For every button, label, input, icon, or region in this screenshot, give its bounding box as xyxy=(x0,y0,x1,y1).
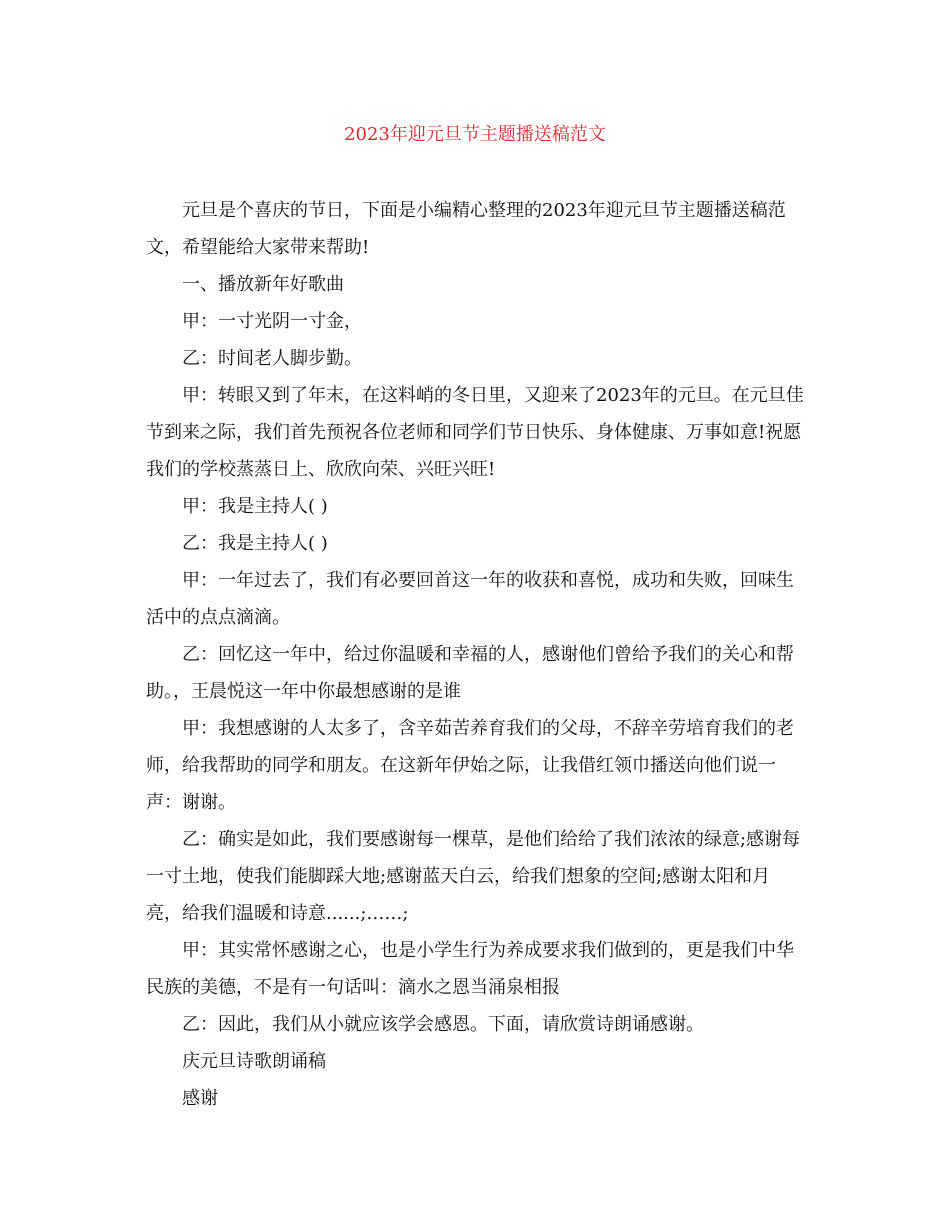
paragraph-dialogue: 乙：确实是如此，我们要感谢每一棵草，是他们给给了我们浓浓的绿意;感谢每一寸土地，使我们能脚踩大地;感谢蓝天白云，给我们想象的空间;感谢太阳和月亮，给我们温暖和诗意......;……; xyxy=(146,829,801,924)
paragraph-dialogue: 甲：其实常怀感谢之心，也是小学生行为养成要求我们做到的，更是我们中华民族的美德，不是有一句话叫：滴水之恩当涌泉相报 xyxy=(146,940,794,998)
paragraph-dialogue: 乙：时间老人脚步勤。 xyxy=(182,348,362,369)
document-title: 2023年迎元旦节主题播送稿范文 xyxy=(344,124,606,145)
paragraph-dialogue: 甲：我想感谢的人太多了，含辛茹苦养育我们的父母，不辞辛劳培育我们的老师，给我帮助的同学和朋友。在这新年伊始之际，让我借红领巾播送向他们说一声：谢谢。 xyxy=(146,718,794,813)
document-body xyxy=(146,192,806,1117)
paragraph-dialogue: 甲：转眼又到了年末，在这料峭的冬日里，又迎来了2023年的元旦。在元旦佳节到来之际，我们首先预祝各位老师和同学们节日快乐、身体健康、万事如意!祝愿我们的学校蒸蒸日上、欣欣向荣、兴旺兴旺! xyxy=(146,385,804,480)
paragraph-dialogue: 甲：一年过去了，我们有必要回首这一年的收获和喜悦，成功和失败，回味生活中的点点滴滴。 xyxy=(146,570,794,628)
paragraph-dialogue: 甲：我是主持人( ) xyxy=(182,496,328,517)
paragraph-dialogue: 乙：我是主持人( ) xyxy=(182,533,328,554)
paragraph-poem-title: 庆元旦诗歌朗诵稿 xyxy=(182,1051,326,1072)
paragraph-dialogue: 甲：一寸光阴一寸金， xyxy=(182,311,362,332)
paragraph-dialogue: 乙：因此，我们从小就应该学会感恩。下面，请欣赏诗朗诵感谢。 xyxy=(182,1014,704,1035)
paragraph-intro: 元旦是个喜庆的节日，下面是小编精心整理的2023年迎元旦节主题播送稿范文，希望能给大家带来帮助! xyxy=(146,200,786,258)
paragraph-dialogue: 乙：回忆这一年中，给过你温暖和幸福的人，感谢他们曾给予我们的关心和帮助。，王晨悦这一年中你最想感谢的是谁 xyxy=(146,644,794,702)
paragraph-poem-name: 感谢 xyxy=(182,1088,218,1109)
paragraph-section-heading: 一、播放新年好歌曲 xyxy=(182,274,344,295)
